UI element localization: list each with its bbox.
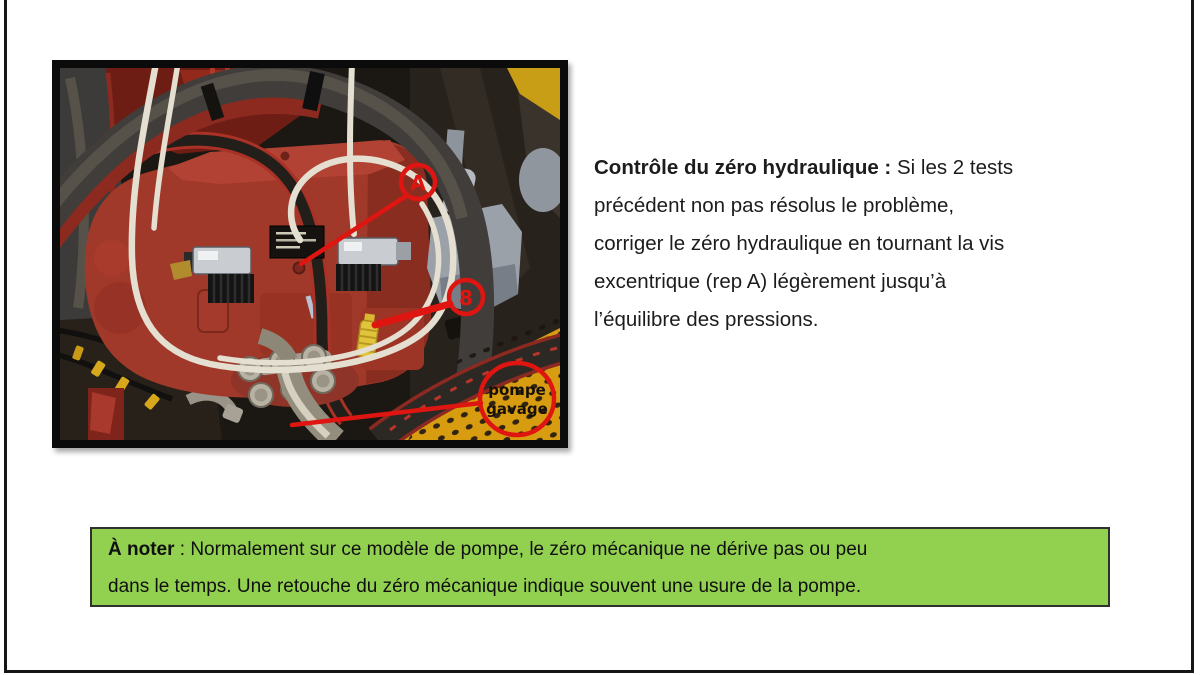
caption-line-4: excentrique (rep A) légèrement jusqu’à — [594, 270, 947, 293]
annotation-a-label: A — [410, 171, 426, 195]
annotation-pompe-label-2: gavage — [486, 400, 548, 418]
caption-paragraph — [594, 149, 1094, 339]
caption-line-1-rest: Si les 2 tests — [891, 156, 1014, 179]
plate-text-line — [276, 246, 300, 249]
pump-photo-figure — [52, 60, 568, 448]
caption-line-2: précédent non pas résolus le problème, — [594, 194, 955, 217]
caption-lead-bold: Contrôle du zéro hydraulique : — [594, 156, 892, 179]
note-line-1-rest: : Normalement sur ce modèle de pompe, le zéro mécanique ne dérive pas ou peu — [174, 539, 868, 560]
note-line-2: dans le temps. Une retouche du zéro mécanique indique souvent une usure de la pompe. — [108, 576, 862, 597]
caption-line-1 — [594, 149, 1094, 187]
pump-photo — [60, 68, 560, 440]
note-box — [90, 527, 1110, 607]
annotation-pompe-label-1: pompe — [488, 381, 546, 399]
plate-text-line — [276, 232, 306, 235]
annotation-8-label: 8 — [459, 286, 473, 310]
caption-line-5: l’équilibre des pressions. — [594, 308, 819, 331]
note-line-1 — [108, 531, 1096, 568]
caption-line-3: corriger le zéro hydraulique en tournant la vis — [594, 232, 1005, 255]
note-lead-bold: À noter — [108, 539, 175, 560]
